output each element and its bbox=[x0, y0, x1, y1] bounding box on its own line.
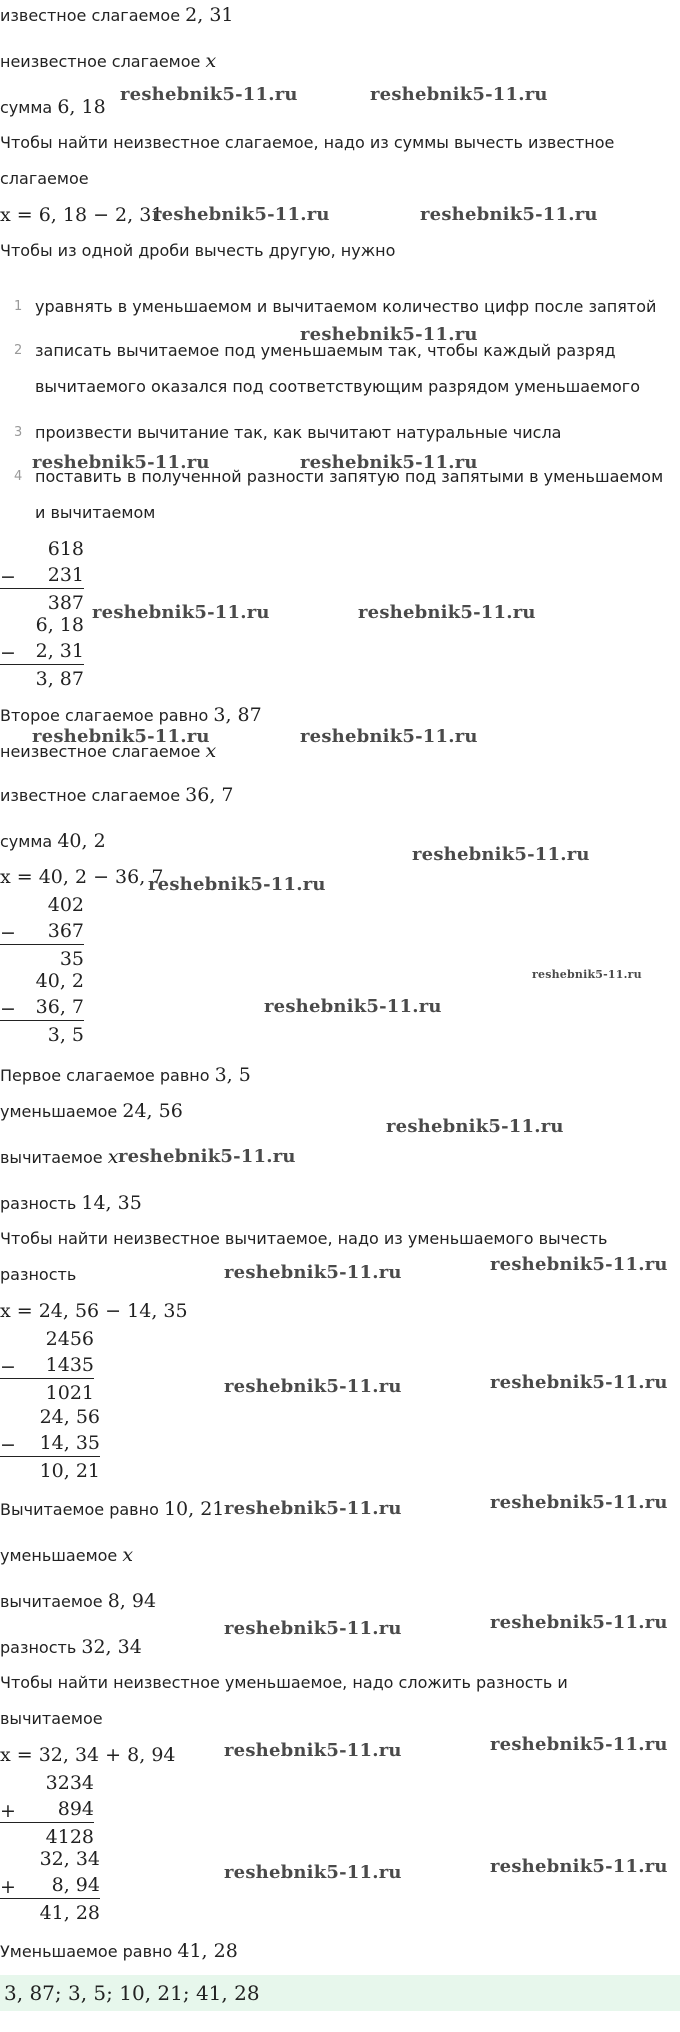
text-line: слагаемое bbox=[0, 169, 89, 188]
text-line: неизвестное слагаемое x bbox=[0, 740, 217, 762]
watermark: reshebnik5-11.ru bbox=[148, 874, 326, 895]
watermark: reshebnik5-11.ru bbox=[490, 1856, 668, 1877]
text-line: вычитаемое 8, 94 bbox=[0, 1590, 157, 1612]
text-line: известное слагаемое 36, 7 bbox=[0, 784, 234, 806]
text-line: Чтобы найти неизвестное вычитаемое, надо из уменьшаемого вычесть bbox=[0, 1229, 608, 1248]
equation: x = 6, 18 − 2, 31 bbox=[0, 204, 164, 226]
equation: x = 32, 34 + 8, 94 bbox=[0, 1744, 176, 1766]
step-number: 3 bbox=[14, 425, 23, 440]
column-subtraction: − 2456 1435 1021 bbox=[0, 1328, 94, 1404]
text-line: сумма 6, 18 bbox=[0, 96, 106, 118]
watermark: reshebnik5-11.ru bbox=[490, 1734, 668, 1755]
column-subtraction: − 402 367 35 bbox=[0, 894, 84, 970]
watermark: reshebnik5-11.ru bbox=[224, 1262, 402, 1283]
column-subtraction: − 40, 2 36, 7 3, 5 bbox=[0, 970, 84, 1046]
column-addition: + 3234 894 4128 bbox=[0, 1772, 94, 1848]
text-line: вычитаемое bbox=[0, 1709, 103, 1728]
answer-box: 3, 87; 3, 5; 10, 21; 41, 28 bbox=[0, 1975, 680, 2011]
watermark: reshebnik5-11.ru bbox=[120, 84, 298, 105]
equation: x = 24, 56 − 14, 35 bbox=[0, 1300, 188, 1322]
watermark: reshebnik5-11.ru bbox=[300, 452, 478, 473]
watermark: reshebnik5-11.ru bbox=[32, 726, 210, 747]
watermark: reshebnik5-11.ru bbox=[264, 996, 442, 1017]
column-subtraction: − 24, 56 14, 35 10, 21 bbox=[0, 1406, 100, 1482]
watermark: reshebnik5-11.ru bbox=[532, 968, 642, 981]
text-line: уменьшаемое x bbox=[0, 1544, 134, 1566]
watermark: reshebnik5-11.ru bbox=[358, 602, 536, 623]
step-text: уравнять в уменьшаемом и вычитаемом количество цифр после запятой bbox=[35, 297, 657, 316]
watermark: reshebnik5-11.ru bbox=[490, 1372, 668, 1393]
watermark: reshebnik5-11.ru bbox=[224, 1376, 402, 1397]
text-line: Чтобы найти неизвестное уменьшаемое, надо сложить разность и bbox=[0, 1673, 568, 1692]
watermark: reshebnik5-11.ru bbox=[490, 1612, 668, 1633]
text-line: разность bbox=[0, 1265, 77, 1284]
watermark: reshebnik5-11.ru bbox=[490, 1492, 668, 1513]
step-text: и вычитаемом bbox=[35, 503, 156, 522]
text-line: неизвестное слагаемое x bbox=[0, 50, 217, 72]
text-line: сумма 40, 2 bbox=[0, 830, 106, 852]
watermark: reshebnik5-11.ru bbox=[370, 84, 548, 105]
text-line: Второе слагаемое равно 3, 87 bbox=[0, 704, 262, 726]
watermark: reshebnik5-11.ru bbox=[224, 1862, 402, 1883]
watermark: reshebnik5-11.ru bbox=[420, 204, 598, 225]
watermark: reshebnik5-11.ru bbox=[118, 1146, 296, 1167]
watermark: reshebnik5-11.ru bbox=[386, 1116, 564, 1137]
step-number: 1 bbox=[14, 299, 23, 314]
watermark: reshebnik5-11.ru bbox=[490, 1254, 668, 1275]
text-line: Первое слагаемое равно 3, 5 bbox=[0, 1064, 251, 1086]
text-line: Чтобы найти неизвестное слагаемое, надо из суммы вычесть известное bbox=[0, 133, 615, 152]
column-addition: + 32, 34 8, 94 41, 28 bbox=[0, 1848, 100, 1924]
watermark: reshebnik5-11.ru bbox=[224, 1740, 402, 1761]
text-line: вычитаемое x bbox=[0, 1146, 119, 1168]
text-line: разность 32, 34 bbox=[0, 1636, 142, 1658]
watermark: reshebnik5-11.ru bbox=[152, 204, 330, 225]
watermark: reshebnik5-11.ru bbox=[224, 1498, 402, 1519]
watermark: reshebnik5-11.ru bbox=[300, 726, 478, 747]
text-line: разность 14, 35 bbox=[0, 1192, 142, 1214]
column-subtraction: − 6, 18 2, 31 3, 87 bbox=[0, 614, 84, 690]
text-line: уменьшаемое 24, 56 bbox=[0, 1100, 183, 1122]
text-line: известное слагаемое 2, 31 bbox=[0, 4, 234, 26]
text-line: Вычитаемое равно 10, 21 bbox=[0, 1498, 225, 1520]
watermark: reshebnik5-11.ru bbox=[32, 452, 210, 473]
watermark: reshebnik5-11.ru bbox=[300, 324, 478, 345]
step-text: поставить в полученной разности запятую под запятыми в уменьшаемом bbox=[35, 467, 664, 486]
text-line: Уменьшаемое равно 41, 28 bbox=[0, 1940, 238, 1962]
step-text: записать вычитаемое под уменьшаемым так, чтобы каждый разряд bbox=[35, 341, 616, 360]
step-text: произвести вычитание так, как вычитают натуральные числа bbox=[35, 423, 562, 442]
watermark: reshebnik5-11.ru bbox=[412, 844, 590, 865]
watermark: reshebnik5-11.ru bbox=[224, 1618, 402, 1639]
text-line: Чтобы из одной дроби вычесть другую, нужно bbox=[0, 241, 396, 260]
step-number: 2 bbox=[14, 343, 23, 358]
step-number: 4 bbox=[14, 469, 23, 484]
step-text: вычитаемого оказался под соответствующим разрядом уменьшаемого bbox=[35, 377, 640, 396]
column-subtraction: − 618 231 387 bbox=[0, 538, 84, 614]
equation: x = 40, 2 − 36, 7 bbox=[0, 866, 164, 888]
watermark: reshebnik5-11.ru bbox=[92, 602, 270, 623]
